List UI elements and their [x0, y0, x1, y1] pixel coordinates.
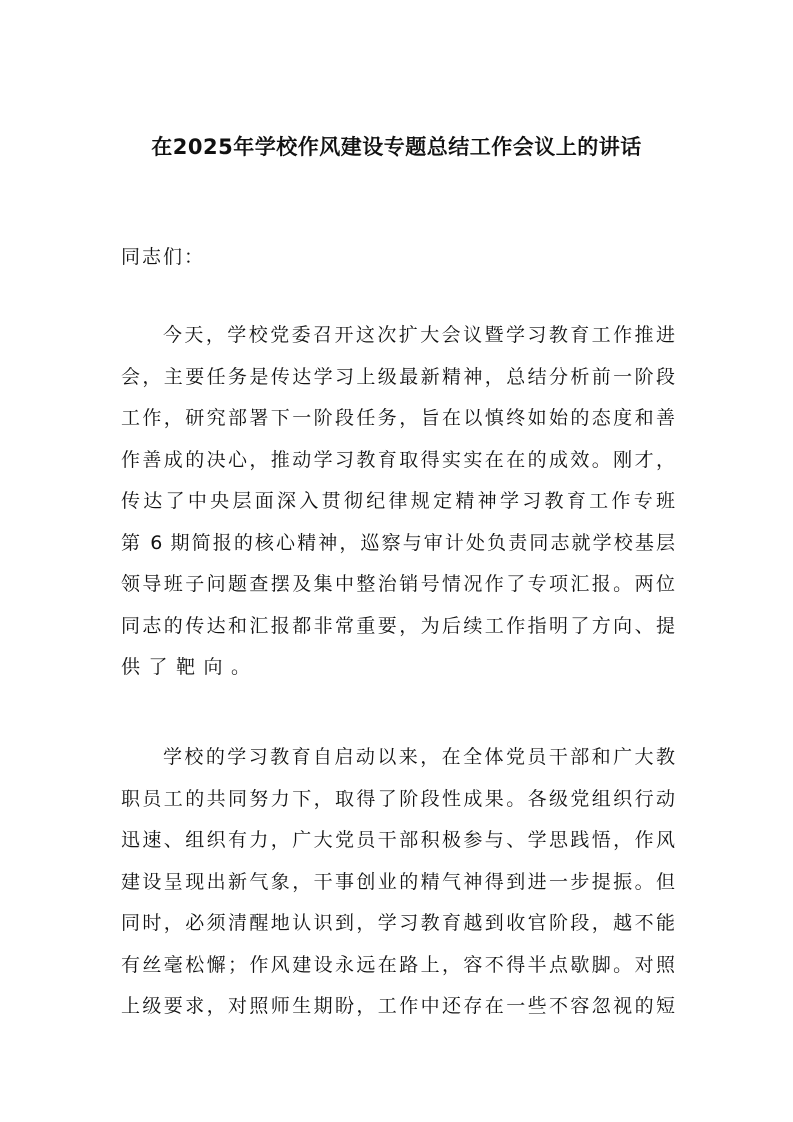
- paragraph-line: 今天，学校党委召开这次扩大会议暨学习教育工作推进: [163, 324, 675, 346]
- paragraph-line: 建设呈现出新气象，干事创业的精气神得到进一步提振。但: [121, 870, 675, 893]
- paragraph-line: 传达了中央层面深入贯彻纪律规定精神学习教育工作专班: [121, 490, 675, 512]
- document-title: 在2025年学校作风建设专题总结工作会议上的讲话: [151, 135, 642, 159]
- paragraph-line: 第 6 期简报的核心精神，巡察与审计处负责同志就学校基层: [121, 531, 675, 554]
- paragraph-line: 有丝毫松懈；作风建设永远在路上，容不得半点歇脚。对照: [121, 953, 675, 976]
- paragraph-line: 同志的传达和汇报都非常重要，为后续工作指明了方向、提: [121, 614, 675, 637]
- paragraph-line: 领导班子问题查摆及集中整治销号情况作了专项汇报。两位: [121, 573, 675, 595]
- paragraph-line: 迅速、组织有力，广大党员干部积极参与、学思践悟，作风: [121, 829, 675, 851]
- paragraph-line: 作善成的决心，推动学习教育取得实实在在的成效。刚才，: [121, 448, 675, 471]
- salutation: 同志们：: [121, 246, 206, 268]
- paragraph-line: 工作，研究部署下一阶段任务，旨在以慎终如始的态度和善: [121, 407, 675, 429]
- paragraph-line: 学校的学习教育自启动以来，在全体党员干部和广大教: [163, 746, 675, 768]
- paragraph-line: 供了靶向。: [121, 656, 259, 678]
- paragraph-line: 会，主要任务是传达学习上级最新精神，总结分析前一阶段: [121, 365, 675, 388]
- paragraph-line: 同时，必须清醒地认识到，学习教育越到收官阶段，越不能: [121, 912, 675, 934]
- paragraph-line: 职员工的共同努力下，取得了阶段性成果。各级党组织行动: [121, 787, 675, 810]
- paragraph-line: 上级要求，对照师生期盼，工作中还存在一些不容忽视的短: [121, 995, 675, 1017]
